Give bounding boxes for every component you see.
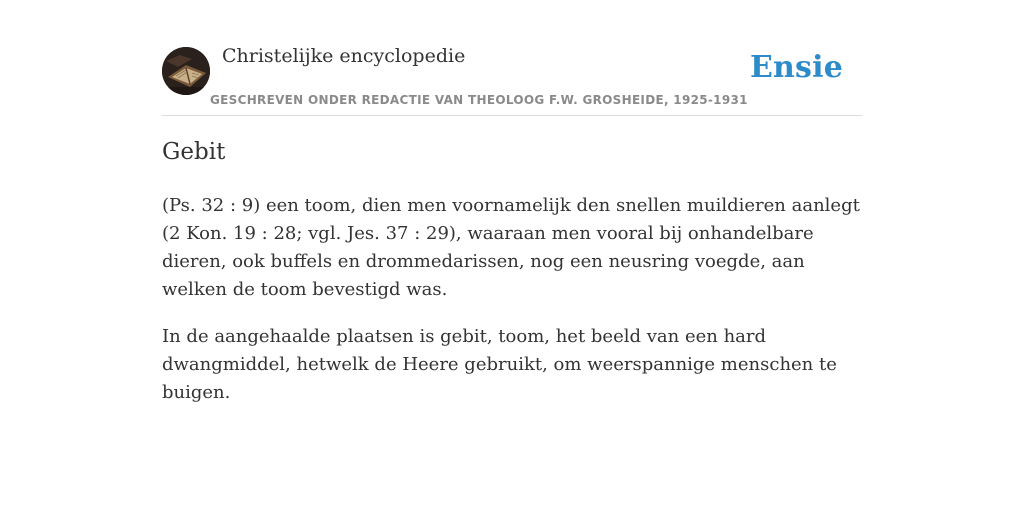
page xyxy=(162,0,862,403)
article-paragraph: (Ps. 32 : 9) een toom, dien men voornamelijk den snellen muildieren aanlegt (2 Kon. 19 : 28; vgl. Jes. 37 : 29), waaraan men vooral bij onhandelbare dieren, ook buffels en drommedarissen, nog een neusring voegde, aan welken de toom bevestigd was. xyxy=(162,195,860,300)
article-body xyxy=(162,192,862,426)
site-title[interactable]: Christelijke encyclopedie xyxy=(222,45,466,67)
site-subtitle: GESCHREVEN ONDER REDACTIE VAN THEOLOOG F.W. GROSHEIDE, 1925-1931 xyxy=(210,93,748,107)
header xyxy=(162,0,862,116)
article-paragraph: In de aangehaalde plaatsen is gebit, toom, het beeld van een hard dwangmiddel, hetwelk de Heere gebruikt, om weerspannige menschen te buigen. xyxy=(162,326,837,403)
article-title: Gebit xyxy=(162,139,226,165)
book-image xyxy=(162,47,210,95)
brand-logo[interactable]: Ensie xyxy=(749,50,843,85)
book-avatar-icon[interactable] xyxy=(162,47,210,95)
